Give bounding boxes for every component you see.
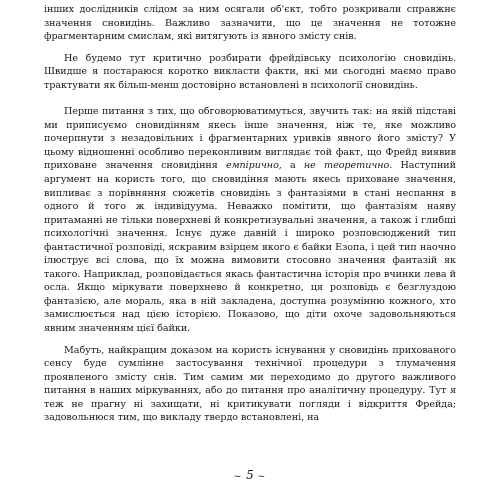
text-run: Не будемо тут критично розбирати фрейдівську психологію сновидінь. Швидше я постараюся коротко викласти факти, які ми сьогодні маємо право трактувати як більш-менш достовірно встановлені в психології сновидінь. <box>44 52 456 91</box>
text-run: , а <box>278 160 304 172</box>
paragraph <box>44 105 456 335</box>
text-run: Перше питання з тих, що обговорюватимуться, звучить так: на якій підставі ми приписуємо сновидінням якесь інше значення, ніж те, яке можливо почерпнути з незадовільних і фрагментарних уривків явного його змісту? У цьому відношенні особливо переконливим виглядає той факт, що Фрейд виявив приховане значення сновидіння <box>44 106 456 172</box>
page-number: 5 <box>246 468 254 482</box>
paragraph <box>44 3 456 44</box>
text-run: . Наступний аргумент на користь того, що сновидіння мають якесь приховане значення, випливає з порівняння сюжетів сновидінь з фантазіями в стані неспання в одного й того ж індивідуума. Неважко помітити, що фантазіям наяву притаманні не тільки поверхневі й конкретизувальні значення, а також і глибші психологічні значення. Існує дуже давній і широко розповсюджений тип фантастичної розповіді, яскравим взірцем якого є байки Езопа, і цей тип наочно ілюструє всі слова, що їх можна вимовити стосовно значення фантазій як такого. Наприклад, розповідається якась фантастична історія про вчинки лева й осла. Якщо міркувати поверхнево й конкретно, ця розповідь є безглуздою фантазією, але мораль, яка в ній закладена, доступна розумінню кожного, хто замислюється над цією історією. Показово, що діти охоче задовольняються явним значенням цієї байки. <box>44 160 456 335</box>
ornament-left: ~ <box>233 472 243 482</box>
italic-emphasis: не теоретично <box>303 160 390 172</box>
paragraph <box>44 344 456 425</box>
italic-emphasis: емпірично <box>225 160 279 172</box>
page-number-footer <box>0 468 500 482</box>
text-run: Мабуть, найкращим доказом на користь існування у сновидінь прихованого сенсу буде сумлінне застосування технічної процедури з тлумачення проявленого змісту снів. Тим самим ми переходимо до другого важливого питання в наших міркуваннях, або до питання про аналітичну процедуру. Тут я теж не прагну ні захищати, ні критикувати погляди і відкриття Фрейда; задовольнюся тим, що викладу твердо встановлені, на <box>44 344 456 424</box>
ornament-right: ~ <box>257 472 267 482</box>
text-run: інших дослідників слідом за ним осягали об'єкт, тобто розкривали справжнє значення сновидінь. Важливо зазначити, що це значення не тотожне фрагментарним смислам, які витягують із явного змісту снів. <box>44 4 456 43</box>
body-text <box>44 3 456 425</box>
paragraph <box>44 52 456 93</box>
